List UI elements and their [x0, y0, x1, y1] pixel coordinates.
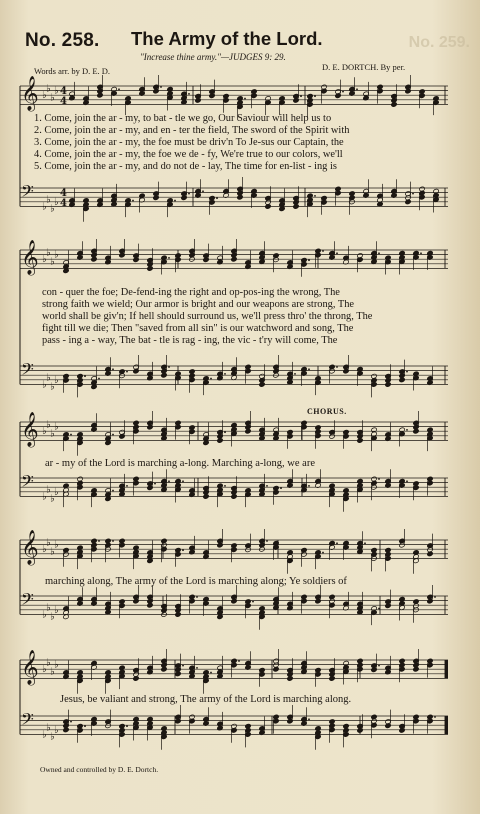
dot [322, 250, 324, 252]
dot [224, 485, 226, 487]
note-head [315, 598, 321, 604]
note-head [427, 598, 433, 604]
flat-sign-icon: ♭ [54, 486, 59, 498]
note-head [293, 98, 299, 104]
dot [356, 88, 358, 90]
note-head [385, 723, 391, 729]
note-head [259, 382, 265, 388]
note-head [105, 440, 111, 446]
note-head [385, 382, 391, 388]
dot [182, 480, 184, 482]
dot [378, 608, 380, 610]
flat-sign-icon: ♭ [42, 544, 47, 556]
note-head [329, 676, 335, 682]
verse-line-1 [34, 113, 349, 173]
note-head [119, 252, 125, 258]
note-head [405, 88, 411, 94]
note-head [63, 727, 69, 733]
flat-sign-icon: ♭ [50, 203, 55, 215]
bleed-through-header: No. 259. [408, 34, 470, 51]
treble-clef-icon: 𝄞 [21, 530, 39, 565]
note-head [147, 266, 153, 272]
flat-sign-icon: ♭ [46, 372, 51, 384]
dot [174, 200, 176, 202]
flat-sign-icon: ♭ [54, 659, 59, 671]
note-head [133, 676, 139, 682]
copyright-notice: Owned and controlled by D. E. Dortch. [40, 765, 159, 774]
hymn-number: No. 258. [25, 30, 100, 51]
note-head [147, 602, 153, 608]
flat-sign-icon: ♭ [54, 374, 59, 386]
flat-sign-icon: ♭ [46, 419, 51, 431]
verse-3-lyric-cont: world shall be giv'n; If hell should surround us, we'll press thro' the throng, The [42, 311, 373, 322]
bass-clef-icon: 𝄢 [21, 471, 34, 495]
dot [182, 665, 184, 667]
note-head [97, 92, 103, 98]
dot [336, 542, 338, 544]
bass-clef-icon: 𝄢 [21, 709, 34, 733]
flat-sign-icon: ♭ [46, 722, 51, 734]
note-head [203, 440, 209, 446]
dot [308, 259, 310, 261]
note-head [175, 671, 181, 677]
dot [412, 193, 414, 195]
note-head [161, 372, 167, 378]
flat-sign-icon: ♭ [54, 85, 59, 97]
dot [126, 371, 128, 373]
flat-sign-icon: ♭ [46, 484, 51, 496]
flat-sign-icon: ♭ [42, 426, 47, 438]
flat-sign-icon: ♭ [46, 247, 51, 259]
note-head [231, 494, 237, 500]
bass-clef-icon: 𝄢 [21, 359, 34, 383]
dot [406, 371, 408, 373]
dot [308, 485, 310, 487]
dot [182, 549, 184, 551]
note-head [133, 598, 139, 604]
note-head [147, 424, 153, 430]
dot [406, 429, 408, 431]
flat-sign-icon: ♭ [46, 194, 51, 206]
dot [434, 716, 436, 718]
flat-sign-icon: ♭ [42, 379, 47, 391]
dot [118, 88, 120, 90]
flat-sign-icon: ♭ [50, 666, 55, 678]
dot [364, 542, 366, 544]
flat-sign-icon: ♭ [54, 539, 59, 551]
flat-sign-icon: ♭ [50, 611, 55, 623]
note-head [399, 542, 405, 548]
time-signature: 4 [60, 96, 67, 107]
dot [294, 373, 296, 375]
final-barline [445, 716, 448, 734]
dot [98, 378, 100, 380]
note-head [217, 438, 223, 444]
dot [84, 375, 86, 377]
note-head [203, 257, 209, 263]
note-head [161, 666, 167, 672]
dot [210, 378, 212, 380]
note-head [427, 551, 433, 557]
dot [308, 718, 310, 720]
dot [336, 366, 338, 368]
treble-clef-icon: 𝄞 [21, 240, 39, 275]
dot [112, 434, 114, 436]
dot [420, 252, 422, 254]
note-head [209, 93, 215, 99]
note-head [133, 368, 139, 374]
bass-clef-icon: 𝄢 [21, 181, 34, 205]
note-head [63, 268, 69, 274]
treble-clef-icon: 𝄞 [21, 76, 39, 111]
note-head [287, 676, 293, 682]
dot [266, 485, 268, 487]
note-head [147, 558, 153, 564]
note-head [265, 204, 271, 210]
note-head [413, 428, 419, 434]
flat-sign-icon: ♭ [54, 249, 59, 261]
note-head [335, 93, 341, 99]
dot [314, 95, 316, 97]
note-head [343, 368, 349, 374]
flat-sign-icon: ♭ [42, 201, 47, 213]
verse-2-lyric: 2. Come, join the ar - my, and en - ter the field, The sword of the Spirit with [34, 125, 350, 136]
verse-4-lyric: 4. Come, join the ar - my, the foe we de - fy, We're true to our colors, we'll [34, 149, 343, 160]
note-head [119, 434, 125, 440]
dot [84, 725, 86, 727]
note-head [357, 728, 363, 734]
flat-sign-icon: ♭ [50, 731, 55, 743]
note-head [133, 257, 139, 263]
dot [252, 601, 254, 603]
note-head [287, 718, 293, 724]
verse-1-lyric: 1. Come, join the ar - my, to bat - tle we go, Our Saviour will help us to [34, 113, 332, 124]
dot [126, 485, 128, 487]
flat-sign-icon: ♭ [50, 493, 55, 505]
dot [154, 483, 156, 485]
time-signature: 4 [60, 86, 67, 97]
dot [112, 490, 114, 492]
dot [98, 540, 100, 542]
dot [126, 725, 128, 727]
note-head [217, 614, 223, 620]
dot [434, 596, 436, 598]
flat-sign-icon: ♭ [42, 254, 47, 266]
note-head [279, 206, 285, 212]
dot [210, 672, 212, 674]
flat-sign-icon: ♭ [50, 92, 55, 104]
flat-sign-icon: ♭ [54, 724, 59, 736]
dot [202, 190, 204, 192]
note-head [245, 547, 251, 553]
note-head [203, 494, 209, 500]
treble-clef-icon: 𝄞 [21, 412, 39, 447]
flat-sign-icon: ♭ [54, 604, 59, 616]
note-head [153, 195, 159, 201]
note-head [195, 98, 201, 104]
dot [224, 431, 226, 433]
flat-sign-icon: ♭ [42, 491, 47, 503]
verse-5-lyric-cont: pass - ing a - way, The bat - tle is rag - ing, the vic - t'ry will come, The [42, 335, 338, 346]
dot [406, 480, 408, 482]
flat-sign-icon: ♭ [50, 381, 55, 393]
chorus-lyric-2: marching along, The army of the Lord is marching along; Ye soldiers of [45, 576, 347, 587]
chorus-lyric-3: Jesus, be valiant and strong, The army of the Lord is marching along. [60, 694, 352, 705]
note-head [175, 718, 181, 724]
treble-clef-icon: 𝄞 [21, 650, 39, 685]
dot [112, 540, 114, 542]
hymn-title: The Army of the Lord. [131, 28, 323, 49]
note-head [399, 377, 405, 383]
flat-sign-icon: ♭ [46, 602, 51, 614]
note-head [231, 256, 237, 262]
dot [336, 252, 338, 254]
time-signature: 4 [60, 198, 67, 209]
dot [132, 200, 134, 202]
note-head [91, 384, 97, 390]
dot [322, 552, 324, 554]
dot [168, 257, 170, 259]
note-head [357, 438, 363, 444]
dot [216, 197, 218, 199]
note-head [181, 195, 187, 201]
dot [70, 434, 72, 436]
dot [160, 86, 162, 88]
verse-5-lyric: 5. Come, join the ar - my, and do not de - lay, The time for en-list - ing is [34, 161, 337, 172]
note-head [231, 598, 237, 604]
dot [196, 596, 198, 598]
flat-sign-icon: ♭ [54, 196, 59, 208]
note-head [91, 256, 97, 262]
dot [70, 721, 72, 723]
dot [196, 667, 198, 669]
flat-sign-icon: ♭ [42, 729, 47, 741]
dot [266, 540, 268, 542]
dot [168, 480, 170, 482]
flat-sign-icon: ♭ [42, 664, 47, 676]
note-head [245, 428, 251, 434]
verse-3-lyric: 3. Come, join the ar - my, the foe must be driv'n To Je-sus our Captain, the [34, 137, 344, 148]
note-head [371, 667, 377, 673]
note-head [153, 88, 159, 94]
dot [188, 193, 190, 195]
note-head [217, 542, 223, 548]
dot [224, 373, 226, 375]
flat-sign-icon: ♭ [54, 421, 59, 433]
dot [300, 95, 302, 97]
verse-2-lyric-cont: strong faith we wield; Our armor is bright and our weapons are strong, The [42, 299, 355, 310]
note-head [105, 723, 111, 729]
dot [168, 366, 170, 368]
music-credit: D. E. DORTCH. By per. [322, 62, 406, 72]
dot [378, 252, 380, 254]
dot [280, 487, 282, 489]
verse-line-2 [42, 287, 372, 347]
verse-4-lyric-cont: fight till we die; Then "saved from all sin" is our watchword and song, The [42, 323, 354, 334]
words-credit: Words arr. by D. E. D. [34, 66, 111, 76]
note-head [329, 434, 335, 440]
bass-clef-icon: 𝄢 [21, 589, 34, 613]
note-head [413, 666, 419, 672]
flat-sign-icon: ♭ [42, 609, 47, 621]
note-head [405, 199, 411, 205]
verse-1-lyric-cont: con - quer the foe; De-fend-ing the right and op-pos-ing the wrong, The [42, 287, 340, 298]
note-head [399, 728, 405, 734]
dot [314, 195, 316, 197]
scripture-epigraph: "Increase thine army."—JUDGES 9: 29. [140, 52, 286, 62]
dot [112, 368, 114, 370]
dot [308, 368, 310, 370]
flat-sign-icon: ♭ [46, 537, 51, 549]
chorus-lyric-1: ar - my of the Lord is marching a-long. Marching a-long, we are [45, 458, 315, 469]
flat-sign-icon: ♭ [50, 546, 55, 558]
final-barline [445, 660, 448, 678]
note-head [63, 614, 69, 620]
dot [188, 93, 190, 95]
dot [238, 660, 240, 662]
note-head [105, 496, 111, 502]
flat-sign-icon: ♭ [50, 428, 55, 440]
note-head [147, 485, 153, 491]
flat-sign-icon: ♭ [42, 90, 47, 102]
chorus-label: CHORUS. [307, 407, 347, 416]
dot [244, 98, 246, 100]
note-head [237, 194, 243, 200]
note-head [175, 612, 181, 618]
note-head [391, 102, 397, 108]
dot [342, 91, 344, 93]
note-head [273, 666, 279, 672]
time-signature: 4 [60, 188, 67, 199]
flat-sign-icon: ♭ [46, 657, 51, 669]
dot [378, 478, 380, 480]
note-head [293, 204, 299, 210]
flat-sign-icon: ♭ [46, 83, 51, 95]
note-head [385, 603, 391, 609]
flat-sign-icon: ♭ [50, 256, 55, 268]
dot [378, 665, 380, 667]
